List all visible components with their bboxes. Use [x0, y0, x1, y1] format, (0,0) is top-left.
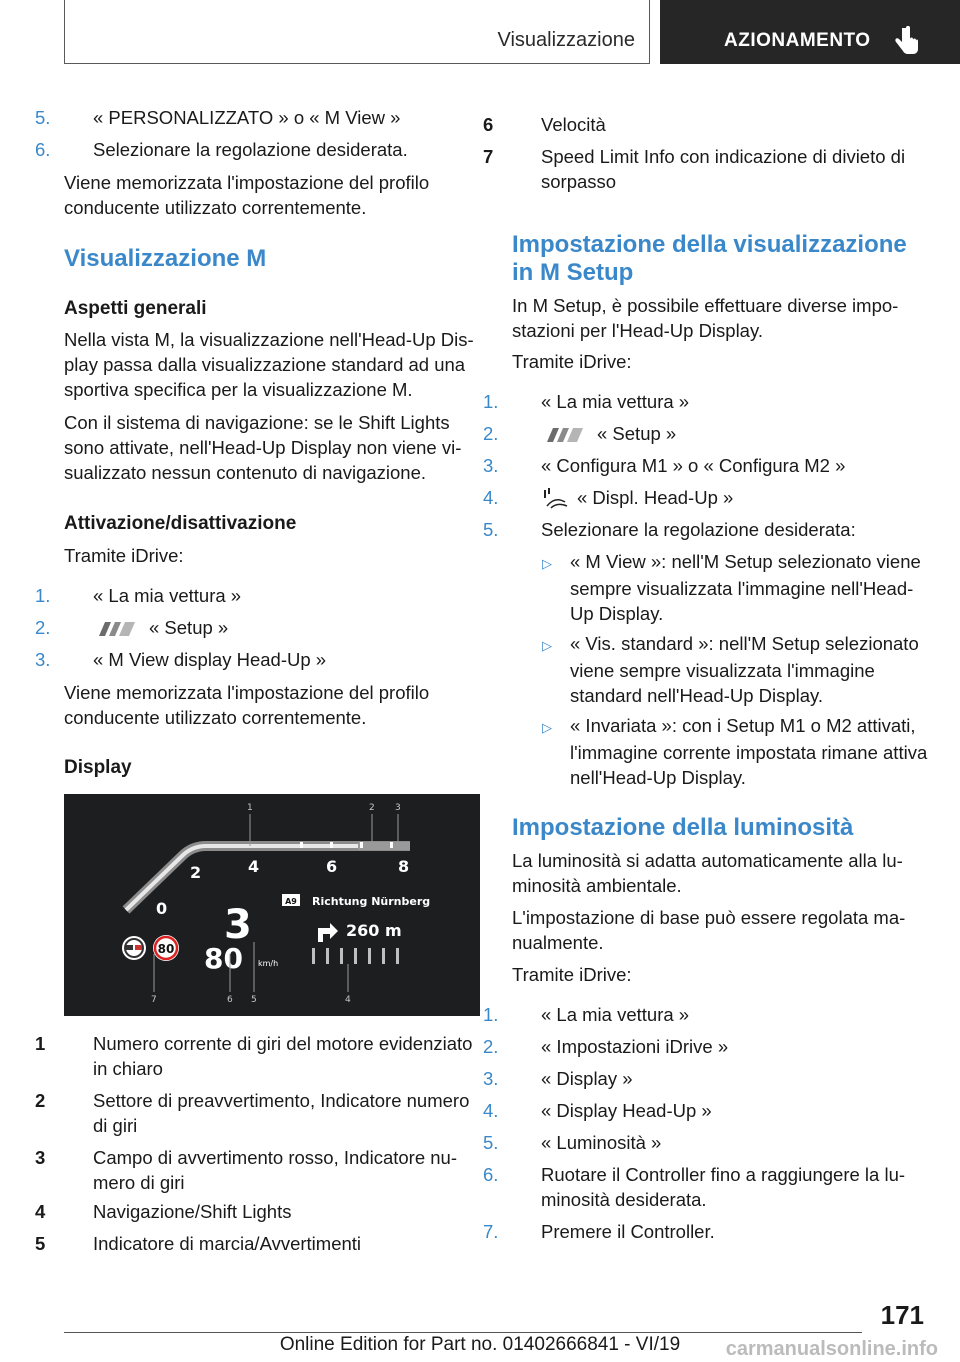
paragraph: In M Setup, è possibile effettuare diverse impostazioni per l'Head-Up Display.	[512, 295, 899, 341]
legend-item: 5 Indicatore di marcia/Avvertimenti	[35, 1233, 362, 1254]
list-item: 3. « M View display Head-Up »	[35, 649, 327, 670]
list-item: 6. Selezionare la regolazione desiderata.	[35, 139, 408, 160]
list-item: 1. « La mia vettura »	[483, 1004, 690, 1025]
legend-item: 4 Navigazione/Shift Lights	[35, 1201, 292, 1222]
nav-distance: 260 m	[346, 921, 402, 940]
m-stripes-icon	[93, 622, 141, 636]
callout-number: 5	[251, 995, 257, 1005]
paragraph: L'impostazione di base può essere regolata manualmente.	[512, 907, 906, 953]
triangle-bullet-icon: ▷	[542, 720, 552, 735]
header-chapter-title: AZIONAMENTO	[724, 30, 871, 51]
callout-number: 7	[151, 995, 157, 1005]
paragraph: Tramite iDrive:	[512, 351, 632, 372]
callout-number: 2	[369, 803, 375, 813]
heading-m-setup: Impostazione della visualizzazione in M Setup	[512, 231, 907, 286]
nav-direction: Richtung Nürnberg	[312, 895, 431, 908]
footer-edition: Online Edition for Part no. 01402666841 - VI/19	[279, 1334, 681, 1355]
list-item: 3. « Configura M1 » o « Configura M2 »	[483, 455, 846, 476]
legend-item: 7 Speed Limit Info con indicazione di divieto di sorpasso	[483, 146, 906, 192]
page-number: 171	[880, 1300, 924, 1330]
list-item: 4. « Displ. Head-Up »	[512, 485, 928, 510]
paragraph: Viene memorizzata l'impostazione del profilo conducente utilizzato correntemente.	[64, 682, 430, 728]
speed-limit-sign: 80	[157, 942, 175, 956]
callout-number: 6	[227, 995, 233, 1005]
rev-scale-label: 0	[156, 899, 168, 918]
list-item: 5. « Luminosità »	[483, 1132, 662, 1153]
route-badge: A9	[285, 897, 297, 906]
list-item: 5. « PERSONALIZZATO » o « M View »	[35, 107, 401, 128]
footer	[0, 1334, 960, 1360]
list-item: 5. Selezionare la regolazione desiderata:	[483, 519, 856, 540]
footer-divider	[64, 1332, 862, 1333]
list-item: 2. « Setup »	[35, 617, 229, 638]
paragraph: Tramite iDrive:	[64, 545, 184, 566]
list-item: 2. « Impostazioni iDrive »	[483, 1036, 729, 1057]
legend-item: 6 Velocità	[483, 114, 606, 135]
bullet-item: ▷ « Invariata »: con i Setup M1 o M2 attivati, l'immagine corrente impostata rimane attiva nell'Head-Up Display.	[542, 715, 928, 788]
list-item: 4. « Display Head-Up »	[483, 1100, 712, 1121]
footer-brand-watermark[interactable]: carmanualsonline.info	[725, 1338, 938, 1360]
paragraph: Viene memorizzata l'impostazione del profilo conducente utilizzato correntemente.	[64, 172, 430, 218]
header-section-box	[64, 0, 650, 64]
speed-unit: km/h	[258, 959, 279, 968]
turn-right-arrow-icon	[318, 923, 338, 942]
header-chapter-box	[660, 0, 960, 64]
heading-aspetti-generali: Aspetti generali	[64, 298, 207, 319]
heading-attivazione: Attivazione/disattivazione	[64, 513, 297, 534]
callout-number: 3	[395, 803, 401, 813]
triangle-bullet-icon: ▷	[542, 556, 552, 571]
list-item: 6. Ruotare il Controller fino a raggiungere la luminosità desiderata.	[483, 1164, 906, 1210]
bullet-item: ▷ « Vis. standard »: nell'M Setup selezionato viene sempre visualizzata l'immagine standard nell'Head-Up Display.	[542, 633, 919, 706]
list-item: 1. « La mia vettura »	[483, 391, 690, 412]
heading-display: Display	[64, 757, 132, 778]
list-item: 3. « Display »	[483, 1068, 633, 1089]
paragraph: Con il sistema di navigazione: se le Shift Lights sono attivate, nell'Head-Up Display non viene visualizzato nessun contenuto di navigazione.	[64, 412, 462, 483]
rev-scale-label: 2	[190, 863, 202, 882]
hud-display-graphic	[64, 794, 480, 1016]
triangle-bullet-icon: ▷	[542, 638, 552, 653]
head-up-display-icon	[541, 488, 571, 510]
hand-pointer-icon	[894, 26, 920, 56]
bullet-item: ▷ « M View »: nell'M Setup selezionato viene sempre visualizzata l'immagine nell'Head-Up Display.	[542, 551, 921, 624]
rev-scale-label: 8	[398, 857, 410, 876]
header-section-title: Visualizzazione	[497, 29, 635, 51]
m-stripes-icon	[541, 428, 589, 442]
legend-item: 1 Numero corrente di giri del motore evidenziato in chiaro	[35, 1033, 473, 1079]
list-item: 2. « Setup »	[483, 423, 677, 444]
list-item: 1. « La mia vettura »	[35, 585, 242, 606]
paragraph: La luminosità si adatta automaticamente alla luminosità ambientale.	[512, 850, 903, 896]
hud-display-image	[64, 794, 480, 1016]
heading-visualizzazione-m: Visualizzazione M	[64, 245, 267, 272]
callout-number: 4	[345, 995, 351, 1005]
rev-scale-label: 4	[248, 857, 260, 876]
heading-luminosita: Impostazione della luminosità	[512, 814, 854, 841]
legend-item: 3 Campo di avvertimento rosso, Indicatore numero di giri	[35, 1147, 458, 1193]
gear-indicator: 3	[224, 902, 252, 948]
paragraph: Tramite iDrive:	[512, 964, 632, 985]
rev-scale-label: 6	[326, 857, 338, 876]
paragraph: Nella vista M, la visualizzazione nell'Head-Up Display passa dalla visualizzazione standard ad una sportiva specifica per la visualizzazione M.	[64, 329, 474, 400]
list-item: 7. Premere il Controller.	[483, 1221, 715, 1242]
speed-value: 80	[204, 942, 243, 975]
legend-item: 2 Settore di preavvertimento, Indicatore numero di giri	[35, 1090, 470, 1136]
callout-number: 1	[247, 803, 253, 813]
